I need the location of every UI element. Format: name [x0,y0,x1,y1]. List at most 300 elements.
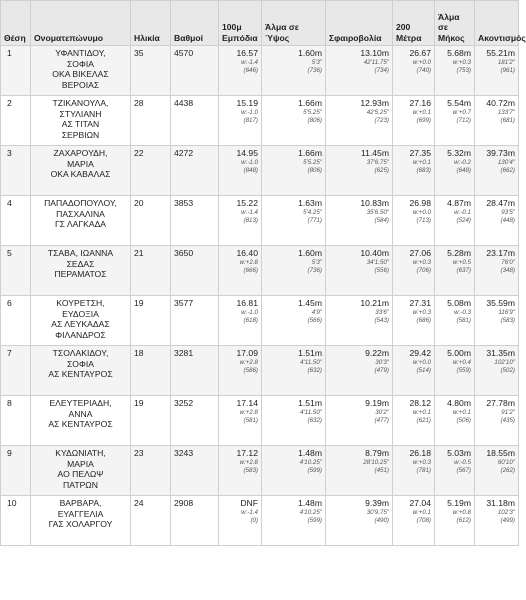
long-jump-cell [435,296,475,346]
shot-put-cell [326,496,393,546]
imperial-result: 5'4.25" [303,208,322,216]
imperial-result: 33'6" [375,308,389,316]
event-result: 27.78m [486,398,515,408]
event-result: 15.22 [236,198,258,208]
col-header-long-jump[interactable]: Άλμα σε Μήκος [435,1,475,46]
long-jump-cell [435,46,475,96]
event-result: 35.59m [486,298,515,308]
imperial-result: 91'2" [501,408,515,416]
athlete-name-line: ΣΟΦΙΑ [67,358,94,369]
event-result: 1.48m [298,498,322,508]
age-cell: 20 [131,196,171,246]
event-points: (581) [456,316,471,324]
position-cell: 8 [1,396,31,446]
event-result: 10.21m [360,298,389,308]
high-jump-cell [262,296,326,346]
event-result: 26.98 [409,198,431,208]
wind-reading: w:-0.3 [454,308,471,316]
wind-reading: w:+0.0 [412,208,431,216]
event-points: (499) [500,516,515,524]
results-body [1,46,519,546]
event-points: (556) [374,266,389,274]
age-cell: 23 [131,446,171,496]
wind-reading: w:+0.3 [452,58,471,66]
athlete-name-line: ΠΑΣΧΑΛΙΝΑ [56,208,105,219]
table-row[interactable] [1,96,519,146]
club-name-line: ΑΟ ΠΕΛΩΨ [57,469,104,480]
points-cell: 4570 [171,46,219,96]
athlete-name-line: ΕΥΑΓΓΕΛΙΑ [57,508,104,519]
imperial-result: 37'6.75" [366,158,389,166]
athlete-name-line: ΥΦΑΝΤΙΔΟΥ, [55,48,106,58]
club-name-line: ΓΑΣ ΧΟΛΑΡΓΟΥ [48,519,113,530]
imperial-result: 5'3" [311,258,322,266]
position-cell: 7 [1,346,31,396]
imperial-result: 130'4" [497,158,515,166]
hurdles-cell [219,246,262,296]
high-jump-cell [262,146,326,196]
imperial-result: 102'10" [494,358,515,366]
age-cell: 19 [131,296,171,346]
event-result: 1.51m [298,348,322,358]
imperial-result: 5'5.25" [303,158,322,166]
wind-reading: w:-0.5 [454,458,471,466]
event-points: (708) [416,516,431,524]
athlete-name-line: ΠΑΠΑΔΟΠΟΥΛΟΥ, [44,198,117,208]
points-cell: 4272 [171,146,219,196]
position-cell: 3 [1,146,31,196]
event-points: (584) [374,216,389,224]
wind-reading: w:+0.1 [412,508,431,516]
wind-reading: w:+0.0 [412,358,431,366]
club-name-line: ΦΙΛΑΝΔΡΟΣ [55,330,106,341]
event-result: 10.83m [360,198,389,208]
event-result: 8.79m [365,448,389,458]
wind-reading: w:-1.0 [241,308,258,316]
event-points: (524) [456,216,471,224]
points-cell: 3650 [171,246,219,296]
200m-cell [393,246,435,296]
event-points: (734) [374,66,389,74]
long-jump-cell [435,246,475,296]
event-points: (599) [307,466,322,474]
event-points: (348) [500,266,515,274]
200m-cell [393,396,435,446]
event-result: 17.09 [236,348,258,358]
200m-cell [393,446,435,496]
athlete-name-line: ΜΑΡΙΑ [67,458,94,469]
event-points: (448) [500,216,515,224]
event-points: (0) [250,516,258,524]
event-points: (706) [416,266,431,274]
wind-reading: w:+2.8 [239,358,258,366]
event-points: (262) [500,466,515,474]
hurdles-cell [219,46,262,96]
200m-cell [393,146,435,196]
event-points: (753) [456,66,471,74]
event-result: 5.32m [447,148,471,158]
col-header-position[interactable]: Θέση [1,1,31,46]
event-result: 14.95 [236,148,258,158]
hurdles-cell [219,396,262,446]
event-points: (581) [243,416,258,424]
long-jump-cell [435,146,475,196]
wind-reading: w:-1.4 [241,508,258,516]
event-points: (683) [416,166,431,174]
event-points: (621) [416,416,431,424]
age-cell: 18 [131,346,171,396]
event-result: 1.60m [298,48,322,58]
wind-reading: w:+0.0 [412,58,431,66]
event-points: (648) [456,166,471,174]
imperial-result: 4'9" [311,308,322,316]
event-result: 17.14 [236,398,258,408]
event-points: (806) [307,166,322,174]
imperial-result: 42'5.25" [366,108,389,116]
athlete-cell [31,146,131,196]
event-points: (736) [307,266,322,274]
athlete-name-line: ΑΝΝΑ [68,408,93,419]
event-points: (666) [243,266,258,274]
imperial-result: 28'10.25" [363,458,389,466]
event-points: (506) [456,416,471,424]
table-row[interactable] [1,196,519,246]
event-points: (961) [500,66,515,74]
shot-put-cell [326,196,393,246]
col-header-200m[interactable]: 200 Μέτρα [393,1,435,46]
event-result: 27.04 [409,498,431,508]
club-name-line: ΠΕΡΑΜΑΤΟΣ [54,269,107,280]
table-row[interactable] [1,396,519,446]
event-points: (813) [243,216,258,224]
event-result: 1.66m [298,98,322,108]
javelin-cell [475,146,519,196]
imperial-result: 4'10.25" [299,458,322,466]
col-header-javelin[interactable]: Ακοντισμός [475,1,519,46]
javelin-cell [475,346,519,396]
200m-cell [393,196,435,246]
200m-cell [393,296,435,346]
event-result: 5.00m [447,348,471,358]
position-cell: 4 [1,196,31,246]
athlete-name-line: ΚΟΥΡΕΤΣΗ, [56,298,105,308]
table-row[interactable] [1,346,519,396]
event-result: 5.54m [447,98,471,108]
200m-cell [393,496,435,546]
event-points: (618) [243,316,258,324]
points-cell: 4438 [171,96,219,146]
javelin-cell [475,246,519,296]
event-points: (713) [416,216,431,224]
athlete-cell [31,96,131,146]
event-result: 5.28m [447,248,471,258]
event-points: (681) [500,116,515,124]
points-cell: 3252 [171,396,219,446]
wind-reading: w:+0.5 [452,258,471,266]
200m-cell [393,346,435,396]
athlete-cell [31,396,131,446]
event-points: (583) [500,316,515,324]
event-points: (477) [374,416,389,424]
high-jump-cell [262,496,326,546]
athlete-name-line: ΖΑΧΑΡΟΥΔΗ, [53,148,108,158]
long-jump-cell [435,346,475,396]
high-jump-cell [262,96,326,146]
event-points: (612) [456,516,471,524]
wind-reading: w:-1.4 [241,208,258,216]
event-points: (566) [307,316,322,324]
col-header-shot-put[interactable]: Σφαιροβολία [326,1,393,46]
event-points: (771) [307,216,322,224]
athlete-name-line: ΜΑΡΙΑ [67,158,94,169]
athlete-name-line: ΣΟΦΙΑ [67,58,94,69]
event-points: (712) [456,116,471,124]
table-row[interactable] [1,446,519,496]
event-result: 27.31 [409,298,431,308]
event-result: 39.73m [486,148,515,158]
200m-cell [393,46,435,96]
shot-put-cell [326,396,393,446]
event-result: 18.55m [486,448,515,458]
event-result: 16.81 [236,298,258,308]
athlete-name-line: ΣΕΔΑΣ [66,258,95,269]
position-cell: 5 [1,246,31,296]
event-result: 4.80m [447,398,471,408]
event-result: 11.45m [360,148,389,158]
club-name-line: ΣΕΡΒΙΩΝ [61,130,100,141]
club-name-line: ΑΣ ΛΕΥΚΑΔΑΣ [51,319,110,330]
athlete-cell [31,46,131,96]
event-points: (490) [374,516,389,524]
long-jump-cell [435,396,475,446]
event-points: (599) [307,516,322,524]
athlete-name-line: ΒΑΡΒΑΡΑ, [59,498,102,508]
javelin-cell [475,446,519,496]
javelin-cell [475,496,519,546]
event-points: (740) [416,66,431,74]
wind-reading: w:-1.4 [241,58,258,66]
athlete-name-line: ΚΥΔΩΝΙΑΤΗ, [55,448,106,458]
event-points: (632) [307,366,322,374]
high-jump-cell [262,346,326,396]
event-result: 9.19m [365,398,389,408]
event-result: 1.66m [298,148,322,158]
event-result: 29.42 [409,348,431,358]
event-result: 55.21m [486,48,515,58]
shot-put-cell [326,246,393,296]
high-jump-cell [262,396,326,446]
imperial-result: 42'11.75" [363,58,389,66]
table-row[interactable] [1,296,519,346]
hurdles-cell [219,496,262,546]
athlete-name-line: ΕΛΕΥΤΕΡΙΑΔΗ, [49,398,112,408]
col-header-points[interactable]: Βαθμοί [171,1,219,46]
col-header-name[interactable]: Ονοματεπώνυμο [31,1,131,46]
event-result: DNF [240,498,258,508]
long-jump-cell [435,96,475,146]
age-cell: 35 [131,46,171,96]
event-result: 1.60m [298,248,322,258]
age-cell: 19 [131,396,171,446]
athlete-cell [31,196,131,246]
athlete-cell [31,296,131,346]
event-result: 16.57 [236,48,258,58]
event-points: (736) [307,66,322,74]
shot-put-cell [326,296,393,346]
javelin-cell [475,46,519,96]
imperial-result: 181'2" [497,58,515,66]
wind-reading: w:+0.3 [412,458,431,466]
col-header-high-jump[interactable]: Άλμα σε Ύψος [262,1,326,46]
event-result: 15.19 [236,98,258,108]
event-points: (559) [456,366,471,374]
long-jump-cell [435,496,475,546]
event-result: 10.40m [360,248,389,258]
wind-reading: w:-0.1 [454,208,471,216]
event-points: (435) [500,416,515,424]
wind-reading: w:+2.8 [239,408,258,416]
wind-reading: w:-1.0 [241,158,258,166]
athlete-cell [31,446,131,496]
hurdles-cell [219,146,262,196]
event-result: 1.51m [298,398,322,408]
wind-reading: w:+2.8 [239,258,258,266]
wind-reading: w:+0.3 [412,258,431,266]
shot-put-cell [326,96,393,146]
event-points: (817) [243,116,258,124]
imperial-result: 4'10.25" [299,508,322,516]
wind-reading: w:+2.8 [239,458,258,466]
col-header-hurdles[interactable]: 100μ Εμπόδια [219,1,262,46]
event-result: 28.47m [486,198,515,208]
event-points: (848) [243,166,258,174]
age-cell: 21 [131,246,171,296]
hurdles-cell [219,346,262,396]
imperial-result: 5'5.25" [303,108,322,116]
imperial-result: 76'0" [501,258,515,266]
event-points: (586) [243,366,258,374]
position-cell: 10 [1,496,31,546]
event-result: 27.16 [409,98,431,108]
hurdles-cell [219,196,262,246]
shot-put-cell [326,46,393,96]
points-cell: 3577 [171,296,219,346]
high-jump-cell [262,196,326,246]
wind-reading: w:+0.3 [412,308,431,316]
event-result: 1.63m [298,198,322,208]
event-result: 1.48m [298,448,322,458]
table-row[interactable] [1,246,519,296]
event-result: 40.72m [486,98,515,108]
event-result: 28.12 [409,398,431,408]
event-result: 26.67 [409,48,431,58]
event-points: (662) [500,166,515,174]
club-name-line: ΟΚΑ ΚΑΒΑΛΑΣ [50,169,111,180]
wind-reading: w:+0.4 [452,358,471,366]
imperial-result: 4'11.50" [300,408,322,416]
event-result: 5.68m [447,48,471,58]
age-cell: 22 [131,146,171,196]
event-points: (451) [374,466,389,474]
hurdles-cell [219,96,262,146]
event-points: (625) [374,166,389,174]
event-result: 23.17m [486,248,515,258]
event-result: 5.03m [447,448,471,458]
table-row[interactable] [1,146,519,196]
position-cell: 6 [1,296,31,346]
club-name-line: ΠΑΤΡΩΝ [63,480,98,491]
wind-reading: w:+0.8 [452,508,471,516]
club-name-line: ΑΣ ΤΙΤΑΝ [61,119,100,130]
table-row[interactable] [1,496,519,546]
event-result: 17.12 [236,448,258,458]
position-cell: 2 [1,96,31,146]
athlete-name-line: ΕΥΔΟΞΙΑ [62,308,99,319]
event-points: (543) [374,316,389,324]
athlete-name-line: ΤΣΟΛΑΚΙΔΟΥ, [52,348,109,358]
event-points: (514) [416,366,431,374]
javelin-cell [475,296,519,346]
event-result: 1.45m [298,298,322,308]
shot-put-cell [326,346,393,396]
event-points: (583) [243,466,258,474]
wind-reading: w:+0.1 [412,108,431,116]
wind-reading: w:-0.2 [454,158,471,166]
athlete-name-line: ΤΖΙΚΑΝΟΥΛΑ, [52,98,109,108]
imperial-result: 133'7" [497,108,515,116]
table-row[interactable] [1,46,519,96]
points-cell: 3281 [171,346,219,396]
imperial-result: 60'10" [497,458,515,466]
imperial-result: 116'9" [498,308,515,316]
imperial-result: 30'9.75" [366,508,389,516]
club-name-line: ΑΣ ΚΕΝΤΑΥΡΟΣ [48,419,113,430]
club-name-line: ΒΕΡΟΙΑΣ [61,80,100,91]
col-header-age[interactable]: Ηλικία [131,1,171,46]
age-cell: 24 [131,496,171,546]
club-name-line: ΓΣ ΛΑΓΚΑΔΑ [54,219,107,230]
club-name-line: ΑΣ ΚΕΝΤΑΥΡΟΣ [48,369,113,380]
athlete-name-line: ΤΣΑΒΑ, ΙΩΑΝΝΑ [47,248,114,258]
wind-reading: w:+0.1 [452,408,471,416]
event-result: 26.18 [409,448,431,458]
age-cell: 28 [131,96,171,146]
high-jump-cell [262,446,326,496]
athlete-name-line: ΣΤΥΛΙΑΝΗ [59,108,102,119]
event-result: 5.08m [447,298,471,308]
event-result: 31.18m [486,498,515,508]
long-jump-cell [435,196,475,246]
javelin-cell [475,96,519,146]
athlete-cell [31,496,131,546]
imperial-result: 102'3" [497,508,515,516]
club-name-line: ΟΚΑ ΒΙΚΕΛΑΣ [52,69,109,80]
points-cell: 3243 [171,446,219,496]
event-result: 12.93m [360,98,389,108]
wind-reading: w:+0.1 [412,158,431,166]
event-points: (637) [456,266,471,274]
event-result: 9.22m [365,348,389,358]
event-points: (632) [307,416,322,424]
wind-reading: w:+0.1 [412,408,431,416]
high-jump-cell [262,246,326,296]
athlete-cell [31,346,131,396]
event-result: 9.39m [365,498,389,508]
event-points: (502) [500,366,515,374]
event-result: 27.35 [409,148,431,158]
position-cell: 1 [1,46,31,96]
event-points: (781) [416,466,431,474]
